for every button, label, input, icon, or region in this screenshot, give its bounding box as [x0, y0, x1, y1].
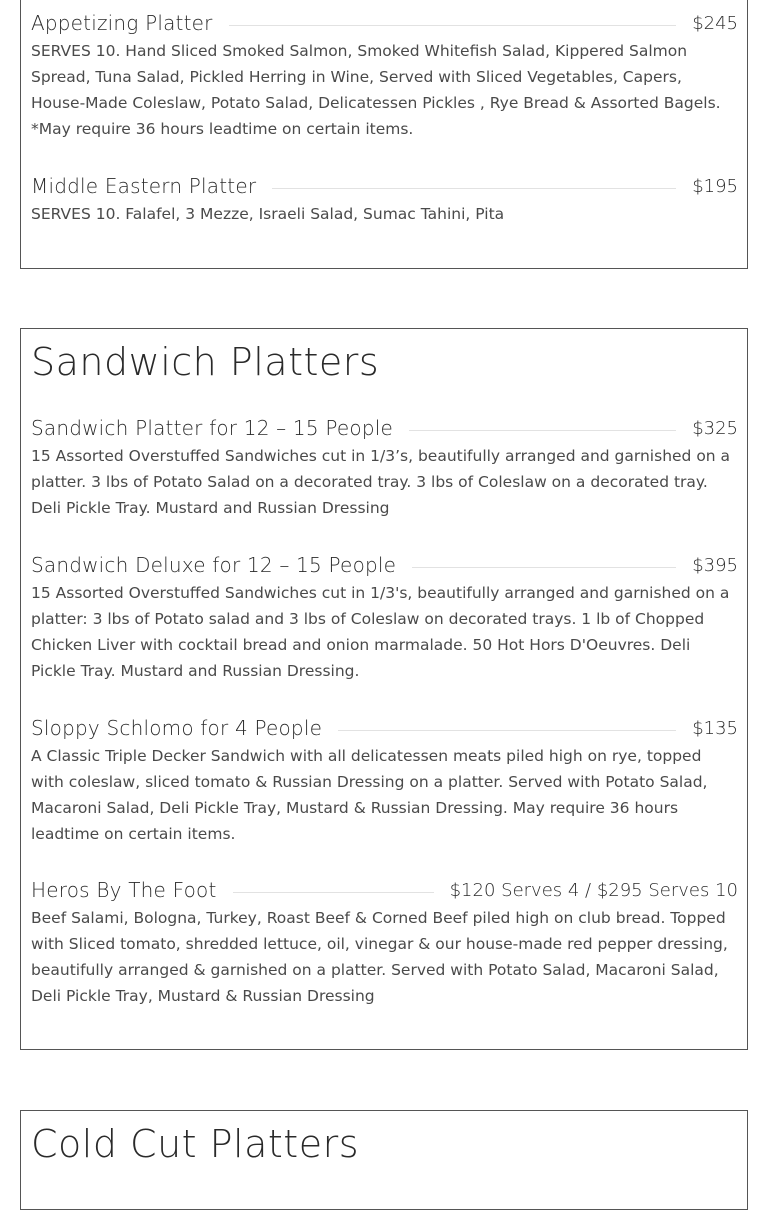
menu-item-name: Sandwich Deluxe for 12 – 15 People [31, 553, 397, 577]
menu-item-description: Beef Salami, Bologna, Turkey, Roast Beef & Corned Beef piled high on club bread. Topped with Sliced tomato, shredded lettuce, oil, vinegar & our house-made red pepper dressing, beautifully arranged & garnished on a platter. Served with Potato Salad, Macaroni Salad, Deli Pickle Tray, Mustard & Russian Dressing [31, 909, 728, 1005]
menu-item-sandwich-platter [31, 413, 738, 521]
menu-item-header [31, 8, 738, 38]
menu-item-name: Middle Eastern Platter [31, 174, 257, 198]
dotted-leader [412, 567, 676, 568]
sandwich-platters-section [20, 328, 748, 1050]
dotted-leader [229, 25, 677, 26]
menu-item-header [31, 550, 738, 580]
menu-item-description: 15 Assorted Overstuffed Sandwiches cut in 1/3’s, beautifully arranged and garnished on a platter. 3 lbs of Potato Salad on a decorated tray. 3 lbs of Coleslaw on a decorated tray. Deli Pickle Tray. Mustard and Russian Dressing [31, 447, 731, 517]
dotted-leader [233, 892, 434, 893]
menu-item-price: $325 [692, 417, 738, 439]
menu-item-appetizing-platter [31, 8, 738, 142]
platters-section [20, 0, 748, 269]
menu-item-price: $195 [692, 175, 738, 197]
menu-item-price: $120 Serves 4 / $295 Serves 10 [449, 879, 738, 901]
menu-item-description: SERVES 10. Falafel, 3 Mezze, Israeli Salad, Sumac Tahini, Pita [31, 205, 505, 223]
menu-item-name: Sloppy Schlomo for 4 People [31, 716, 323, 740]
menu-item-header [31, 171, 738, 201]
section-title: Sandwich Platters [31, 340, 380, 384]
menu-item-sloppy-schlomo [31, 713, 738, 847]
menu-item-description: A Classic Triple Decker Sandwich with all delicatessen meats piled high on rye, topped with coleslaw, sliced tomato & Russian Dressing on a platter. Served with Potato Salad, Macaroni Salad, Deli Pickle Tray, Mustard & Russian Dressing. May require 36 hours leadtime on certain items. [31, 747, 708, 843]
dotted-leader [272, 188, 676, 189]
menu-item-header [31, 875, 738, 905]
menu-item-header [31, 713, 738, 743]
menu-item-heros-by-the-foot [31, 875, 738, 1009]
dotted-leader [338, 730, 676, 731]
menu-item-sandwich-deluxe [31, 550, 738, 684]
dotted-leader [409, 430, 676, 431]
menu-item-name: Sandwich Platter for 12 – 15 People [31, 416, 393, 440]
menu-item-description: 15 Assorted Overstuffed Sandwiches cut in 1/3's, beautifully arranged and garnished on a platter: 3 lbs of Potato salad and 3 lbs of Coleslaw on decorated trays. 1 lb of Chopped Chicken Liver with cocktail bread and onion marmalade. 50 Hot Hors D'Oeuvres. Deli Pickle Tray. Mustard and Russian Dressing. [31, 584, 730, 680]
menu-item-price: $245 [692, 12, 738, 34]
menu-item-price: $135 [692, 717, 738, 739]
section-title: Cold Cut Platters [31, 1122, 359, 1166]
cold-cut-platters-section [20, 1110, 748, 1210]
menu-item-middle-eastern-platter [31, 171, 738, 227]
menu-item-price: $395 [692, 554, 738, 576]
menu-item-name: Heros By The Foot [31, 878, 217, 902]
menu-item-name: Appetizing Platter [31, 11, 213, 35]
menu-item-description: SERVES 10. Hand Sliced Smoked Salmon, Smoked Whitefish Salad, Kippered Salmon Spread, Tuna Salad, Pickled Herring in Wine, Served with Sliced Vegetables, Capers, House-Made Coleslaw, Potato Salad, Delicatessen Pickles , Rye Bread & Assorted Bagels. *May require 36 hours leadtime on certain items. [31, 42, 721, 138]
menu-item-header [31, 413, 738, 443]
